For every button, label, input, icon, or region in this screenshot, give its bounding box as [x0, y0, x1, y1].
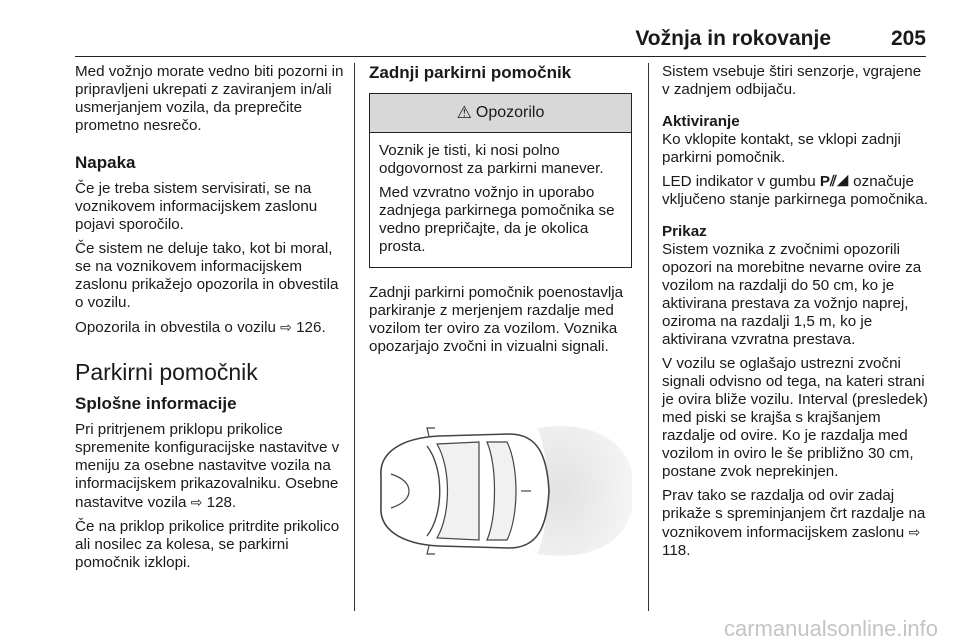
page-ref-link[interactable]: 128 [206, 494, 232, 511]
section-heading: Parkirni pomočnik [75, 359, 258, 385]
warning-header [370, 94, 631, 133]
display-paragraph-3: Prav tako se razdalja od ovir zadaj prikaže s spreminjanjem črt razdalje na voznikovem informacijskem zaslonu ⇨ 118. [662, 487, 926, 559]
rear-assist-heading: Zadnji parkirni pomočnik [369, 63, 572, 82]
page-ref-link[interactable]: 118 [662, 542, 687, 559]
header-title: Vožnja in rokovanje [635, 27, 831, 50]
display-paragraph-1: Sistem voznika z zvočnimi opozorili opozori na morebitne nevarne ovire za vozilom na razdalji do 50 cm, ko je aktivirana prestava za vožnjo naprej, oziroma na razdalji 1,5 m, ko je aktivirana vzvratna prestava. [662, 241, 922, 348]
xref-arrow-icon: ⇨ [280, 319, 292, 335]
general-paragraph-1: Pri pritrjenem priklopu prikolice spremenite konfiguracijske nastavitve v meniju za osebne nastavitve vozila na informacijskem prikazovalniku. Osebne nastavitve vozila ⇨ 128. [75, 421, 340, 511]
fault-p3-text: Opozorila in obvestila o vozilu [75, 319, 281, 336]
display-paragraph-2: V vozilu se oglašajo ustrezni zvočni signali odvisno od tega, na kateri strani je ovira bliže vozilu. Interval (presledek) med piski se krajša s krajšanjem razdalje od ovire. Ko je razdalja med vozilom in oviro le še približno 30 cm, postane zvok neprekinjen. [662, 355, 928, 480]
watermark: carmanualsonline.info [723, 616, 938, 641]
warning-paragraph-2: Med vzvratno vožnjo in uporabo zadnjega parkirnega pomočnika se vedno prepričajte, da je okolica prosta. [379, 184, 615, 255]
display-heading: Prikaz [662, 223, 707, 240]
activation-paragraph-2 [662, 173, 930, 209]
fault-heading: Napaka [75, 153, 136, 172]
column-right [662, 63, 930, 566]
column-middle [369, 63, 632, 591]
warning-box [369, 93, 632, 268]
activation-paragraph-1: Ko vklopite kontakt, se vklopi zadnji parkirni pomočnik. [662, 131, 901, 166]
general-paragraph-2: Če na priklop prikolice pritrdite prikolico ali nosilec za kolesa, se parkirni pomočnik izklopi. [75, 518, 340, 571]
fault-paragraph-2: Če sistem ne deluje tako, kot bi moral, se na voznikovem informacijskem zaslonu prikažejo opozorila in obvestila o vozilu. [75, 240, 339, 311]
fault-paragraph-3: Opozorila in obvestila o vozilu ⇨ 126. [75, 319, 326, 336]
warning-body [370, 133, 631, 267]
parking-sensor-illustration [369, 376, 632, 586]
warning-triangle-icon: ⚠ [456, 103, 472, 122]
page-header [75, 0, 926, 57]
column-left [75, 63, 347, 578]
park-sensor-icon: P⫽◢ [819, 173, 849, 190]
sensor-zone [537, 426, 632, 555]
activation-p2-b: označuje vključeno stanje parkirnega pomočnika. [662, 173, 928, 208]
rear-assist-paragraph: Zadnji parkirni pomočnik poenostavlja parkiranje z merjenjem razdalje med vozilom ter oviro za vozilom. Voznika opozarjajo zvočni in vizualni signali. [369, 284, 624, 355]
page-ref-link[interactable]: 126 [296, 319, 322, 336]
activation-p2-a: LED indikator v gumbu [662, 173, 820, 190]
display-p3-text: Prav tako se razdalja od ovir zadaj prikaže s spreminjanjem črt razdalje na voznikovem informacijskem zaslonu [662, 487, 926, 541]
column-divider [648, 63, 649, 611]
warning-title: Opozorilo [475, 104, 545, 121]
page-number: 205 [890, 27, 926, 50]
general-p1-text: Pri pritrjenem priklopu prikolice spremenite konfiguracijske nastavitve v meniju za osebne nastavitve vozila na informacijskem prikazovalniku. Osebne nastavitve vozila [75, 421, 340, 511]
xref-arrow-icon: ⇨ [190, 494, 203, 510]
warning-paragraph-1: Voznik je tisti, ki nosi polno odgovornost za parkirni manever. [379, 142, 604, 177]
sensors-paragraph: Sistem vsebuje štiri senzorje, vgrajene v zadnjem odbijaču. [662, 63, 922, 98]
activation-heading: Aktiviranje [662, 113, 740, 130]
fault-paragraph-1: Če je treba sistem servisirati, se na voznikovem informacijskem zaslonu pojavi sporočilo. [75, 180, 318, 233]
intro-paragraph: Med vožnjo morate vedno biti pozorni in pripravljeni ukrepati z zaviranjem in/ali usmerjanjem vozila, da preprečite prometno nesrečo. [75, 63, 344, 134]
xref-arrow-icon: ⇨ [908, 524, 921, 540]
general-info-heading: Splošne informacije [75, 394, 237, 413]
column-divider [354, 63, 355, 611]
